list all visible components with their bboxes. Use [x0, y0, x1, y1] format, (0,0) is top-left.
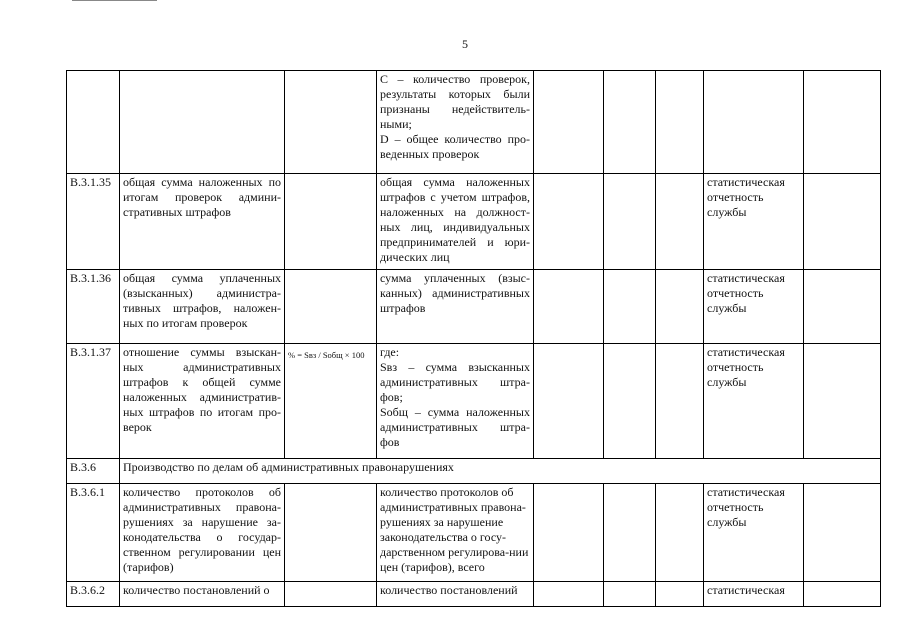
row-code: B.3.1.36 [67, 270, 120, 344]
row-description: сумма уплаченных (взыс-канных) административных штрафов [377, 270, 534, 344]
empty-cell [534, 174, 604, 270]
row-code: B.3.1.37 [67, 344, 120, 459]
empty-cell [656, 270, 704, 344]
row-description: количество протоколов об административных правона-рушениях за нарушение законодательства о госу-дарственном регулирова-нии цен (тарифов), всего [377, 484, 534, 582]
row-indicator: количество постановлений о [120, 582, 285, 607]
empty-cell [804, 71, 881, 174]
row-formula: % = Sвз / Sобщ × 100 [285, 344, 377, 459]
top-edge-marks [72, 0, 157, 3]
row-formula [285, 71, 377, 174]
empty-cell [804, 344, 881, 459]
empty-cell [656, 582, 704, 607]
row-description [377, 71, 534, 174]
empty-cell [604, 174, 656, 270]
row-source: статистическая отчетность службы [704, 270, 804, 344]
row-code: B.3.1.35 [67, 174, 120, 270]
row-indicator [120, 71, 285, 174]
empty-cell [604, 344, 656, 459]
row-indicator: количество протоколов об административных правона-рушениях за нарушение за-конодательства о государ-ственном регулировании цен (тарифов) [120, 484, 285, 582]
empty-cell [604, 270, 656, 344]
indicator-table [66, 70, 881, 607]
row-formula [285, 270, 377, 344]
row-code: B.3.6.1 [67, 484, 120, 582]
table-row [67, 344, 881, 459]
table-row [67, 582, 881, 607]
empty-cell [656, 344, 704, 459]
row-source: статистическая отчетность службы [704, 484, 804, 582]
row-description: количество постановлений [377, 582, 534, 607]
section-title: Производство по делам об административных правонарушениях [120, 459, 881, 484]
section-row [67, 459, 881, 484]
row-indicator: общая сумма наложенных по итогам проверок админи-стративных штрафов [120, 174, 285, 270]
row-source: статистическая [704, 582, 804, 607]
row-source: статистическая отчетность службы [704, 344, 804, 459]
empty-cell [804, 484, 881, 582]
table-row [67, 270, 881, 344]
empty-cell [534, 484, 604, 582]
table-row [67, 484, 881, 582]
page-number: 5 [462, 37, 468, 51]
empty-cell [656, 484, 704, 582]
row-description: общая сумма наложенных штрафов с учетом штрафов, наложенных на должност-ных лиц, индивидуальных предпринимателей и юри-дических лиц [377, 174, 534, 270]
empty-cell [804, 582, 881, 607]
row-formula [285, 582, 377, 607]
section-code: B.3.6 [67, 459, 120, 484]
empty-cell [804, 174, 881, 270]
row-source: статистическая отчетность службы [704, 174, 804, 270]
empty-cell [534, 71, 604, 174]
row-formula [285, 484, 377, 582]
empty-cell [656, 71, 704, 174]
empty-cell [534, 582, 604, 607]
empty-cell [804, 270, 881, 344]
row-description: где: Sвз – сумма взысканных административных штра-фов; Sобщ – сумма наложенных административных штра-фов [377, 344, 534, 459]
row-source [704, 71, 804, 174]
empty-cell [656, 174, 704, 270]
empty-cell [604, 484, 656, 582]
empty-cell [604, 71, 656, 174]
row-formula [285, 174, 377, 270]
row-indicator: общая сумма уплаченных (взысканных) администра-тивных штрафов, наложен-ных по итогам проверок [120, 270, 285, 344]
table-row [67, 71, 881, 174]
empty-cell [534, 344, 604, 459]
row-description-line: C – количество проверок, результаты которых были признаны недействитель-ными; D – общее количество про-веденных проверок [380, 72, 530, 161]
empty-cell [604, 582, 656, 607]
row-code: B.3.6.2 [67, 582, 120, 607]
row-code [67, 71, 120, 174]
table-row [67, 174, 881, 270]
empty-cell [534, 270, 604, 344]
row-indicator: отношение суммы взыскан-ных административных штрафов к общей сумме наложенных административ-ных штрафов по итогам про-верок [120, 344, 285, 459]
